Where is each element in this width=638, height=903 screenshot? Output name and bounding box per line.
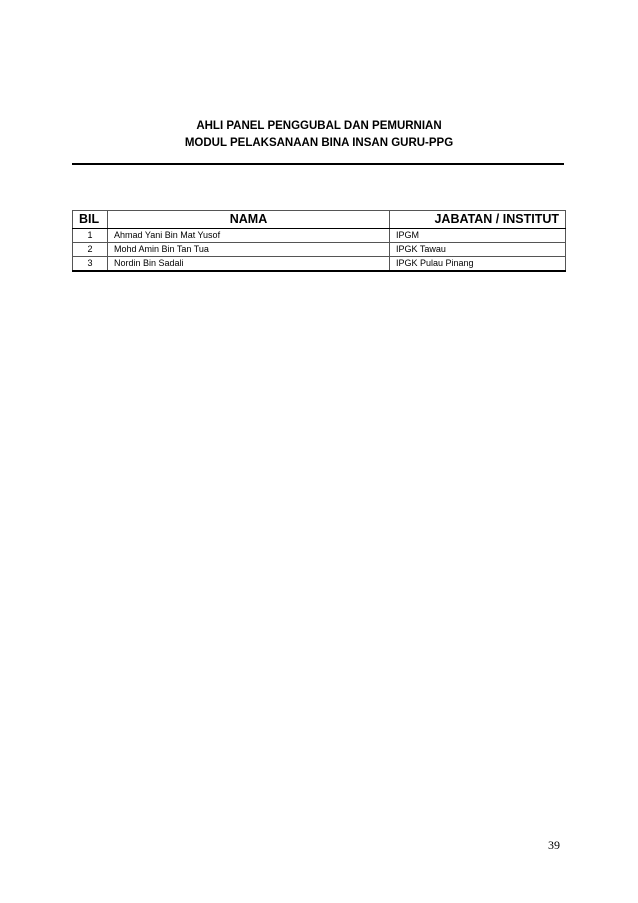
header-nama: NAMA — [108, 211, 390, 229]
row-bil: 3 — [73, 257, 108, 272]
row-jabatan: IPGK Pulau Pinang — [390, 257, 566, 272]
table-row — [73, 229, 566, 243]
row-bil: 2 — [73, 243, 108, 257]
row-jabatan: IPGK Tawau — [390, 243, 566, 257]
row-bil: 1 — [73, 229, 108, 243]
row-nama: Ahmad Yani Bin Mat Yusof — [108, 229, 390, 243]
title-line-2: MODUL PELAKSANAAN BINA INSAN GURU-PPG — [184, 137, 454, 149]
table-row — [73, 257, 566, 272]
row-nama: Nordin Bin Sadali — [108, 257, 390, 272]
title-divider — [72, 163, 564, 165]
page-number: 39 — [548, 838, 560, 852]
table-header-row — [73, 211, 566, 229]
header-jabatan: JABATAN / INSTITUT — [390, 211, 566, 229]
document-title — [0, 118, 638, 152]
row-nama: Mohd Amin Bin Tan Tua — [108, 243, 390, 257]
row-jabatan: IPGM — [390, 229, 566, 243]
panel-members-table — [72, 210, 566, 272]
table-row — [73, 243, 566, 257]
header-bil: BIL — [73, 211, 108, 229]
title-line-1: AHLI PANEL PENGGUBAL DAN PEMURNIAN — [196, 120, 442, 132]
